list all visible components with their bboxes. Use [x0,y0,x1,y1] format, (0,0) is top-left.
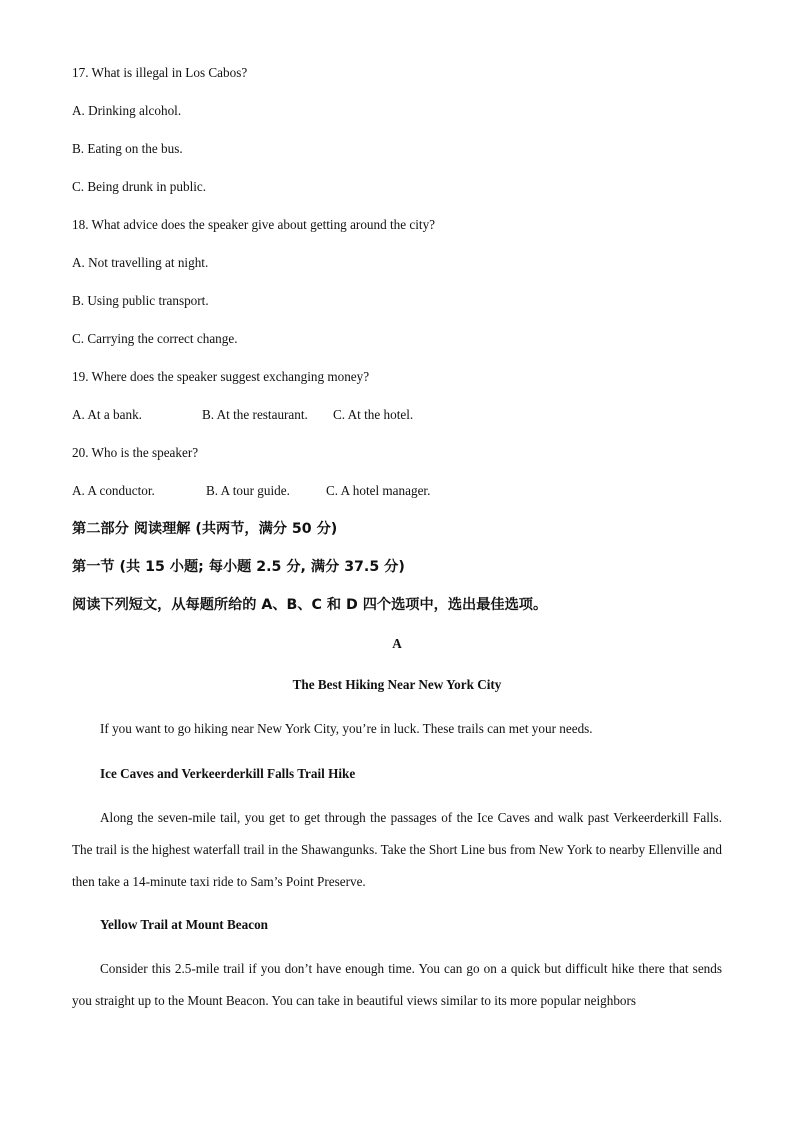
passage-title: The Best Hiking Near New York City [292,677,502,692]
option-20a: A. A conductor. [72,483,155,498]
reading-instruction: 阅读下列短文，从每题所给的 A、B、C 和 D 四个选项中，选出最佳选项。 [72,597,548,613]
option-19c: C. At the hotel. [333,407,414,422]
option-18a: A. Not travelling at night. [72,255,209,270]
part2-heading: 第二部分 阅读理解 (共两节，满分 50 分) [72,521,338,537]
option-17a: A. Drinking alcohol. [72,103,182,118]
trail2-body: Consider this 2.5-mile trail if you don’t have enough time. You can go on a quick but difficult hike there that sends you straight up to the Mount Beacon. You can take in beautiful views similar to its more popular neighbors [72,961,722,1008]
options-19 [72,407,413,423]
option-19b: B. At the restaurant. [202,407,308,422]
trail1-title: Ice Caves and Verkeerderkill Falls Trail Hike [100,766,356,781]
question-19: 19. Where does the speaker suggest exchanging money? [72,369,370,384]
section1-heading: 第一节 (共 15 小题; 每小题 2.5 分, 满分 37.5 分) [72,559,405,575]
question-20: 20. Who is the speaker? [72,445,199,460]
passage-label: A [392,636,402,651]
option-20c: C. A hotel manager. [326,483,431,498]
question-18: 18. What advice does the speaker give about getting around the city? [72,217,436,232]
option-17c: C. Being drunk in public. [72,179,207,194]
trail2-title: Yellow Trail at Mount Beacon [100,917,269,932]
option-20b: B. A tour guide. [206,483,290,498]
option-17b: B. Eating on the bus. [72,141,183,156]
option-19a: A. At a bank. [72,407,142,422]
option-18c: C. Carrying the correct change. [72,331,238,346]
question-17: 17. What is illegal in Los Cabos? [72,65,248,80]
options-20 [72,483,430,499]
passage-intro: If you want to go hiking near New York City, you’re in luck. These trails can met your needs. [100,721,593,736]
trail1-body: Along the seven-mile tail, you get to get through the passages of the Ice Caves and walk past Verkeerderkill Falls. The trail is the highest waterfall trail in the Shawangunks. Take the Short Line bus from New York to nearby Ellenville and then take a 14-minute taxi ride to Sam’s Point Preserve. [72,810,722,889]
option-18b: B. Using public transport. [72,293,209,308]
